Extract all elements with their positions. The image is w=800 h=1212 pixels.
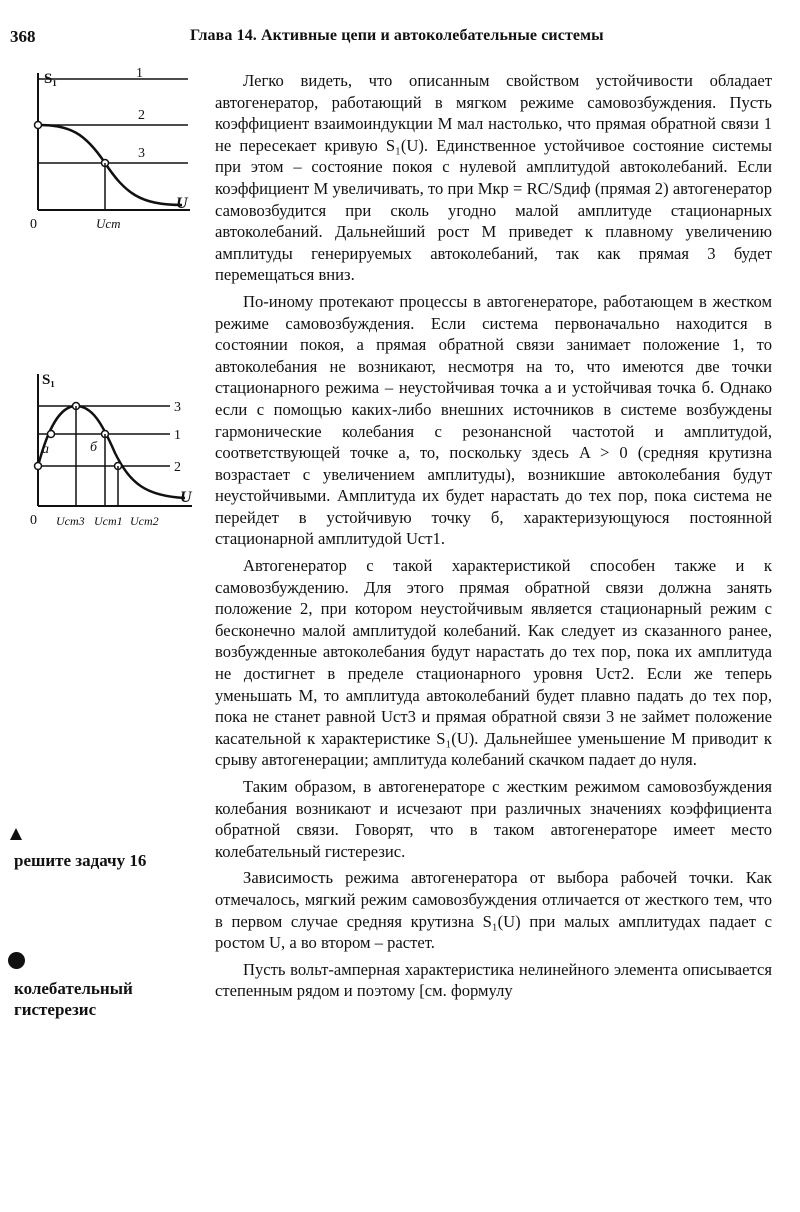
u-stationary-label: Uст xyxy=(96,216,121,231)
y-axis-label: S₁ xyxy=(42,372,55,388)
margin-note-term: колебательный гистерезис xyxy=(14,979,133,1019)
line-1-label: 1 xyxy=(136,66,143,81)
origin-label: 0 xyxy=(30,513,37,528)
x-axis-label: U xyxy=(176,195,188,212)
s1-curve xyxy=(38,406,185,498)
line-3-label: 3 xyxy=(138,146,145,161)
point-b-label: б xyxy=(90,440,98,455)
page-number: 368 xyxy=(10,27,36,46)
y-axis-label: S₁ xyxy=(44,71,57,87)
bullet-marker-icon xyxy=(8,952,25,969)
u-st1-label: Uст1 xyxy=(94,514,123,528)
margin-note-task: решите задачу 16 xyxy=(14,851,147,870)
u-st2-label: Uст2 xyxy=(130,514,159,528)
point-a-label: a xyxy=(42,442,49,457)
paragraph-1: Легко видеть, что описанным свойством устойчивости обладает автогенератор, работающий в мягком режиме самовозбуждения. Пусть коэффициент взаимоиндукции M мал настолько, что прямая обратной связи 1 не пересекает кривую S₁(U). Единственное устойчивое состояние системы при этом – состояние покоя с нулевой амплитудой автоколебаний. Если коэффициент M увеличивать, то при Mкр = RC/Sдиф (прямая 2) автогенератор самовозбудится при сколь угодно малой амплитуде стационарных автоколебаний. Дальнейший рост M приведет к плавному увеличению амплитуды генерируемых автоколебаний, так как прямая 3 будет перемещаться вниз. xyxy=(215,71,772,285)
line-2-label: 2 xyxy=(174,460,181,475)
point-start xyxy=(35,122,42,129)
figure-hard-mode xyxy=(20,368,200,533)
s1-curve xyxy=(38,125,182,205)
paragraph-5: Зависимость режима автогенератора от выбора рабочей точки. Как отмечалось, мягкий режим самовозбуждения отличается от жесткого тем, что в первом случае средняя крутизна S₁(U) при малых амплитудах падает с ростом U, а во втором – растет. xyxy=(215,868,772,953)
x-axis-label: U xyxy=(180,489,192,506)
paragraph-6: Пусть вольт-амперная характеристика нелинейного элемента описывается степенным рядом и поэтому [см. формулу xyxy=(215,959,772,1001)
paragraph-3: Автогенератор с такой характеристикой способен также и к самовозбуждению. Для этого прямая обратной связи должна занять положение 2, при котором неустойчивым является стационарный режим с бесконечно малой амплитудой колебаний. Как следует из сказанного ранее, возбужденные автоколебания будут нарастать до тех пор, пока их амплитуда не достигнет в пределе стационарного уровня Uст2. Если же теперь уменьшать M, то амплитуда автоколебаний будет плавно падать до тех пор, пока не станет равной Uст3 и прямая обратной связи 3 не займет положение касательной к характеристике S₁(U). Дальнейшее уменьшение M приводит к срыву автогенерации; амплитуда колебаний скачком падает до нуля. xyxy=(215,556,772,770)
paragraph-4: Таким образом, в автогенераторе с жестким режимом самовозбуждения колебания возникают и исчезают при различных значениях коэффициента обратной связи. Говорят, что в таком автогенераторе имеет место колебательный гистерезис. xyxy=(215,777,772,861)
line-1-label: 1 xyxy=(174,428,181,443)
origin-label: 0 xyxy=(30,217,37,232)
paragraph-2: По-иному протекают процессы в автогенераторе, работающем в жестком режиме самовозбуждения. Если система первоначально находится в состоянии покоя, а прямая обратной связи занимает положение 1, то автоколебания не возникают, несмотря на то, что имеются две точки стационарного режима – неустойчивая точка a и устойчивая точка б. Однако если с помощью каких-либо внешних источников в системе возбуждены гармонические колебания с резонансной частотой и амплитудой, соответствующей точке a, то, поскольку здесь A > 0 (средняя крутизна возрастает с увеличением амплитуды), возникшие автоколебания будут неустойчивыми. Амплитуда их будет нарастать до тех пор, пока система не перейдет в устойчивую точку б, характеризующуюся постоянной стационарной амплитудой Uст1. xyxy=(215,291,772,549)
point-zero xyxy=(35,463,42,470)
point-a xyxy=(48,431,55,438)
chapter-title: Глава 14. Активные цепи и автоколебательные системы xyxy=(190,27,604,44)
triangle-marker-icon xyxy=(10,828,22,840)
line-3-label: 3 xyxy=(174,400,181,415)
main-text xyxy=(215,70,772,1007)
line-2-label: 2 xyxy=(138,108,145,123)
u-st3-label: Uст3 xyxy=(56,514,85,528)
figure-soft-mode xyxy=(20,65,200,235)
